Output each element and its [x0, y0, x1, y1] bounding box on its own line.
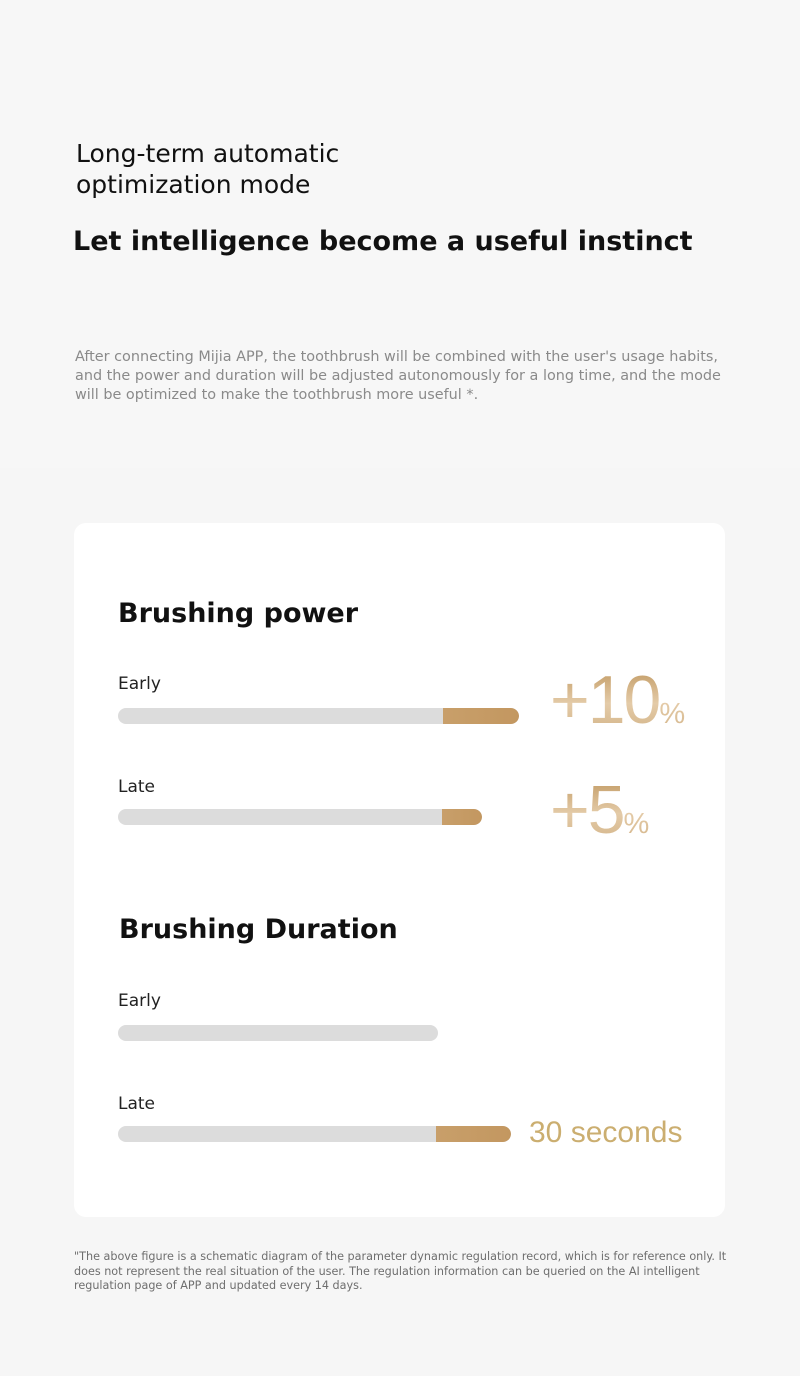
power-late-increase: [550, 772, 650, 848]
brushing-power-title: Brushing power: [118, 598, 359, 629]
duration-late-bar: [118, 1126, 511, 1142]
mode-description: After connecting Mijia APP, the toothbrush will be combined with the user's usage habits, and the power and duration will be adjusted autonomously for a long time, and the mode will be optimized to make the toothbrush more useful *.: [75, 349, 721, 403]
power-late-value: +5: [550, 772, 624, 848]
power-late-unit: %: [623, 808, 650, 840]
duration-early-bar: [118, 1025, 438, 1041]
duration-late-value: 30 seconds: [529, 1116, 683, 1149]
power-late-label: Late: [118, 777, 156, 797]
power-early-value: +10: [550, 662, 660, 738]
power-early-label: Early: [118, 674, 161, 694]
power-early-unit: %: [659, 698, 686, 730]
power-late-bar-fill: [442, 809, 482, 825]
duration-early-label: Early: [118, 991, 161, 1011]
power-late-bar: [118, 809, 482, 825]
brushing-duration-title: Brushing Duration: [119, 914, 398, 945]
power-early-bar: [118, 708, 519, 724]
power-early-increase: [550, 662, 686, 738]
duration-late-bar-fill: [436, 1126, 511, 1142]
disclaimer-footnote: "The above figure is a schematic diagram of the parameter dynamic regulation record, which is for reference only. It does not represent the real situation of the user. The regulation information can be queried on the AI intelligent regulation page of APP and updated every 14 days.: [74, 1250, 727, 1292]
duration-late-label: Late: [118, 1094, 156, 1114]
power-early-bar-fill: [443, 708, 519, 724]
mode-title: Long-term automatic optimization mode: [76, 139, 340, 199]
slogan: Let intelligence become a useful instinct: [73, 226, 693, 257]
